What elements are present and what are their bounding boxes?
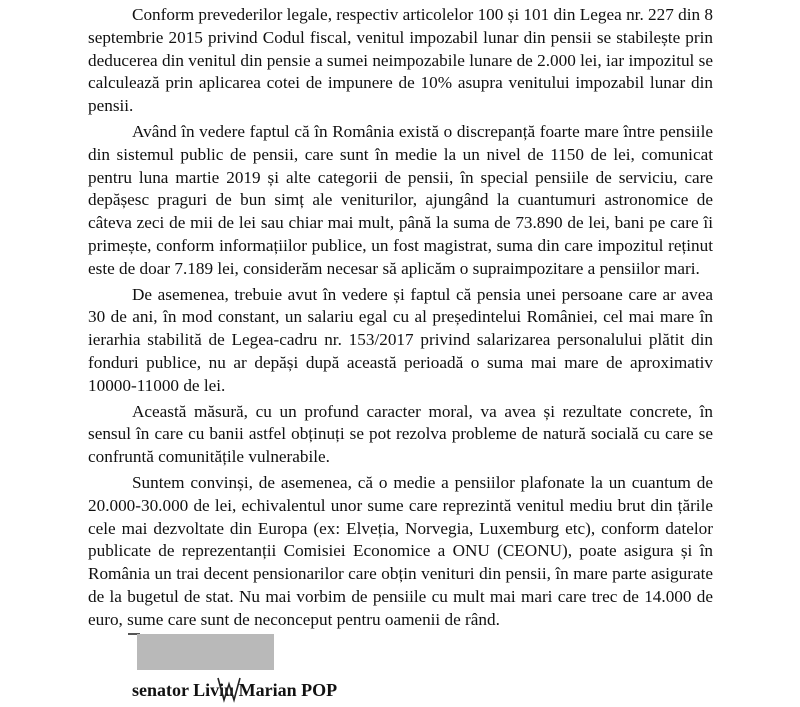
signature-block [132,676,392,706]
document-body [88,4,713,635]
redacted-signature-block [137,634,274,670]
signatory-name: senator Liviu Marian POP [132,680,338,700]
handwritten-signature-mark [132,676,392,706]
paragraph-fiscal-code: Conform prevederilor legale, respectiv articolelor 100 și 101 din Legea nr. 227 din 8 septembrie 2015 privind Codul fiscal, venitul impozabil lunar din pensii se stabilește prin deducerea din venitul din pensie a sumei neimpozabile lunare de 2.000 lei, iar impozitul se calculează prin aplicarea cotei de impunere de 10% asupra venitului impozabil lunar din pensii. [88,5,713,116]
paragraph-president-salary: De asemenea, trebuie avut în vedere și faptul că pensia unei persoane care ar avea 30 de ani, în mod constant, un salariu egal cu al președintelui României, cel mai mare în ierarhia stabilită de Legea-cadru nr. 153/2017 privind salarizarea personalului plătit din fonduri publice, nu ar depăși după această perioadă o suma mai mare de aproximativ 10000-11000 de lei. [88,284,713,395]
paragraph-pension-cap: Suntem convinși, de asemenea, că o medie a pensiilor plafonate la un cuantum de 20.000-30.000 de lei, echivalentul unor sume care reprezintă venitul mediu brut din țările cele mai dezvoltate din Europa (ex: Elveția, Norvegia, Luxemburg etc), conform datelor publicate de reprezentanții Comisiei Economice a ONU (CEONU), poate asigura și în România un trai decent pensionarilor care obțin venituri din pensii, în mare parte asigurate de la bugetul de stat. Nu mai vorbim de pensiile cu mult mai mari care trec de 14.000 de euro, sume care sunt de neconceput pentru oamenii de rând. [88,472,713,629]
paragraph-moral-measure: Această măsură, cu un profund caracter moral, va avea și rezultate concrete, în sensul în care cu banii astfel obținuți se pot rezolva probleme de natură socială cu care se confruntă comunitățile vulnerabile. [88,401,713,467]
paragraph-pension-discrepancy: Având în vedere faptul că în România există o discrepanță foarte mare între pensiile din sistemul public de pensii, care sunt în medie la un nivel de 1150 de lei, comunicat pentru luna martie 2019 și alte categorii de pensii, în special pensiile de serviciu, care depășesc praguri de bun simț ale veniturilor, ajungând la cuantumuri astronomice de câteva zeci de mii de lei sau chiar mai mult, până la suma de 73.890 de lei, bani pe care îi primește, conform informațiilor publice, un fost magistrat, suma din care impozitul reținut este de doar 7.189 lei, considerăm necesar să aplicăm o supraimpozitare a pensiilor mari. [88,121,713,278]
